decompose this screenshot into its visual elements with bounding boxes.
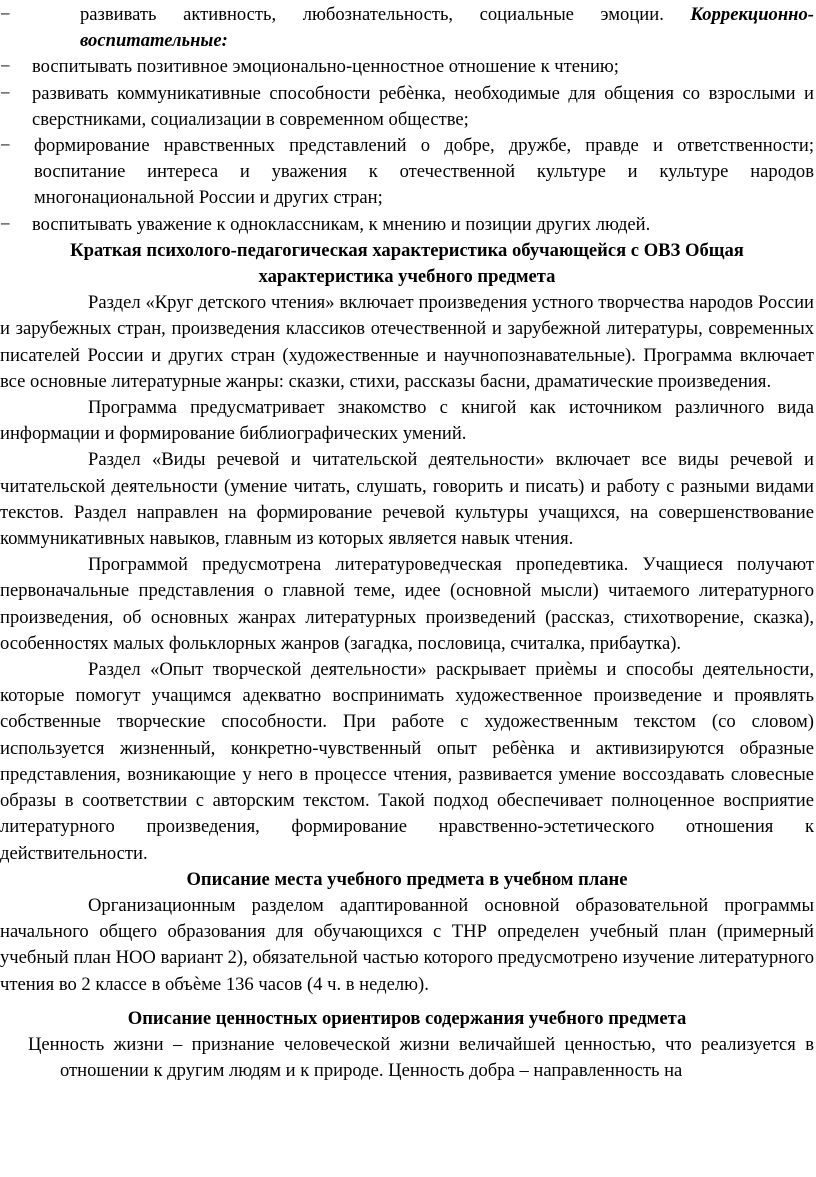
bullet-text: развивать коммуникативные способности ребѐнка, необходимые для общения со взрослыми и сверстниками, социализации в современном обществе;	[32, 82, 814, 130]
bullet-text: воспитывать позитивное эмоционально-ценностное отношение к чтению;	[32, 56, 619, 78]
bullet-item	[0, 2, 814, 54]
paragraph: Раздел «Виды речевой и читательской деятельности» включает все виды речевой и читательской деятельности (умение читать, слушать, говорить и писать) и работу с разными видами текстов. Раздел направлен на формирование речевой культуры учащихся, на совершенствование коммуникативных навыков, главным из которых является навык чтения.	[0, 449, 814, 550]
bullet-text: формирование нравственных представлений о добре, дружбе, правде и ответственности; воспитание интереса и уважения к отечественной культуре и культуре народов многонациональной России и других стран;	[34, 135, 814, 209]
section-heading: Краткая психолого-педагогическая характеристика обучающейся с ОВЗ Общая характеристика учебного предмета	[70, 239, 744, 288]
bullet-dash: −	[0, 213, 11, 235]
bullet-item	[0, 133, 814, 212]
section-heading: Описание ценностных ориентиров содержания учебного предмета	[127, 1007, 687, 1029]
bullet-text: развивать активность, любознательность, социальные эмоции.	[80, 4, 664, 25]
paragraph: Программой предусмотрена литературоведческая пропедевтика. Учащиеся получают первоначальные представления о главной теме, идее (основной мысли) читаемого литературного произведения, об основных жанрах литературных произведений (рассказ, стихотворение, сказка), особенностях малых фольклорных жанров (загадка, пословица, считалка, прибаутка).	[0, 554, 814, 654]
paragraph: Раздел «Опыт творческой деятельности» раскрывает приѐмы и способы деятельности, которые помогут учащимся адекватно воспринимать художественное произведение и проявлять собственные творческие способности. При работе с художественным текстом (со словом) используется жизненный, конкретно-чувственный опыт ребѐнка и активизируются образные представления, возникающие у него в процессе чтения, развивается умение воссоздавать словесные образы в соответствии с авторским текстом. Такой подход обеспечивает полноценное восприятие литературного произведения, формирование нравственно-эстетического отношения к действительности.	[0, 659, 814, 864]
section-heading: Описание места учебного предмета в учебном плане	[186, 868, 628, 890]
bullet-item	[0, 81, 814, 133]
bullet-text: воспитывать уважение к одноклассникам, к мнению и позиции других людей.	[32, 213, 651, 235]
paragraph: Раздел «Круг детского чтения» включает произведения устного творчества народов России и зарубежных стран, произведения классиков отечественной и зарубежной литературы, современных писателей России и других стран (художественные и научнопознавательные). Программа включает все основные литературные жанры: сказки, стихи, рассказы басни, драматические произведения.	[0, 292, 814, 392]
subsection-label: Коррекционно-воспитательные:	[80, 4, 814, 52]
bullet-dash: −	[0, 56, 11, 78]
paragraph: Программа предусматривает знакомство с книгой как источником различного вида информации и формирование библиографических умений.	[0, 397, 814, 445]
bullet-item	[0, 54, 814, 80]
bullet-dash: −	[0, 135, 11, 157]
paragraph: Ценность жизни – признание человеческой жизни величайшей ценностью, что реализуется в отношении к другим людям и к природе. Ценность добра – направленность на	[28, 1033, 814, 1082]
bullet-item	[0, 212, 814, 238]
bullet-dash: −	[0, 82, 11, 104]
bullet-dash: −	[0, 4, 11, 25]
spacer	[0, 998, 814, 1006]
paragraph: Организационным разделом адаптированной основной образовательной программы начального общего образования для обучающихся с ТНР определен учебный план (примерный учебный план НОО вариант 2), обязательной частью которого предусмотрено изучение литературного чтения во 2 классе в объѐме 136 часов (4 ч. в неделю).	[0, 894, 814, 995]
